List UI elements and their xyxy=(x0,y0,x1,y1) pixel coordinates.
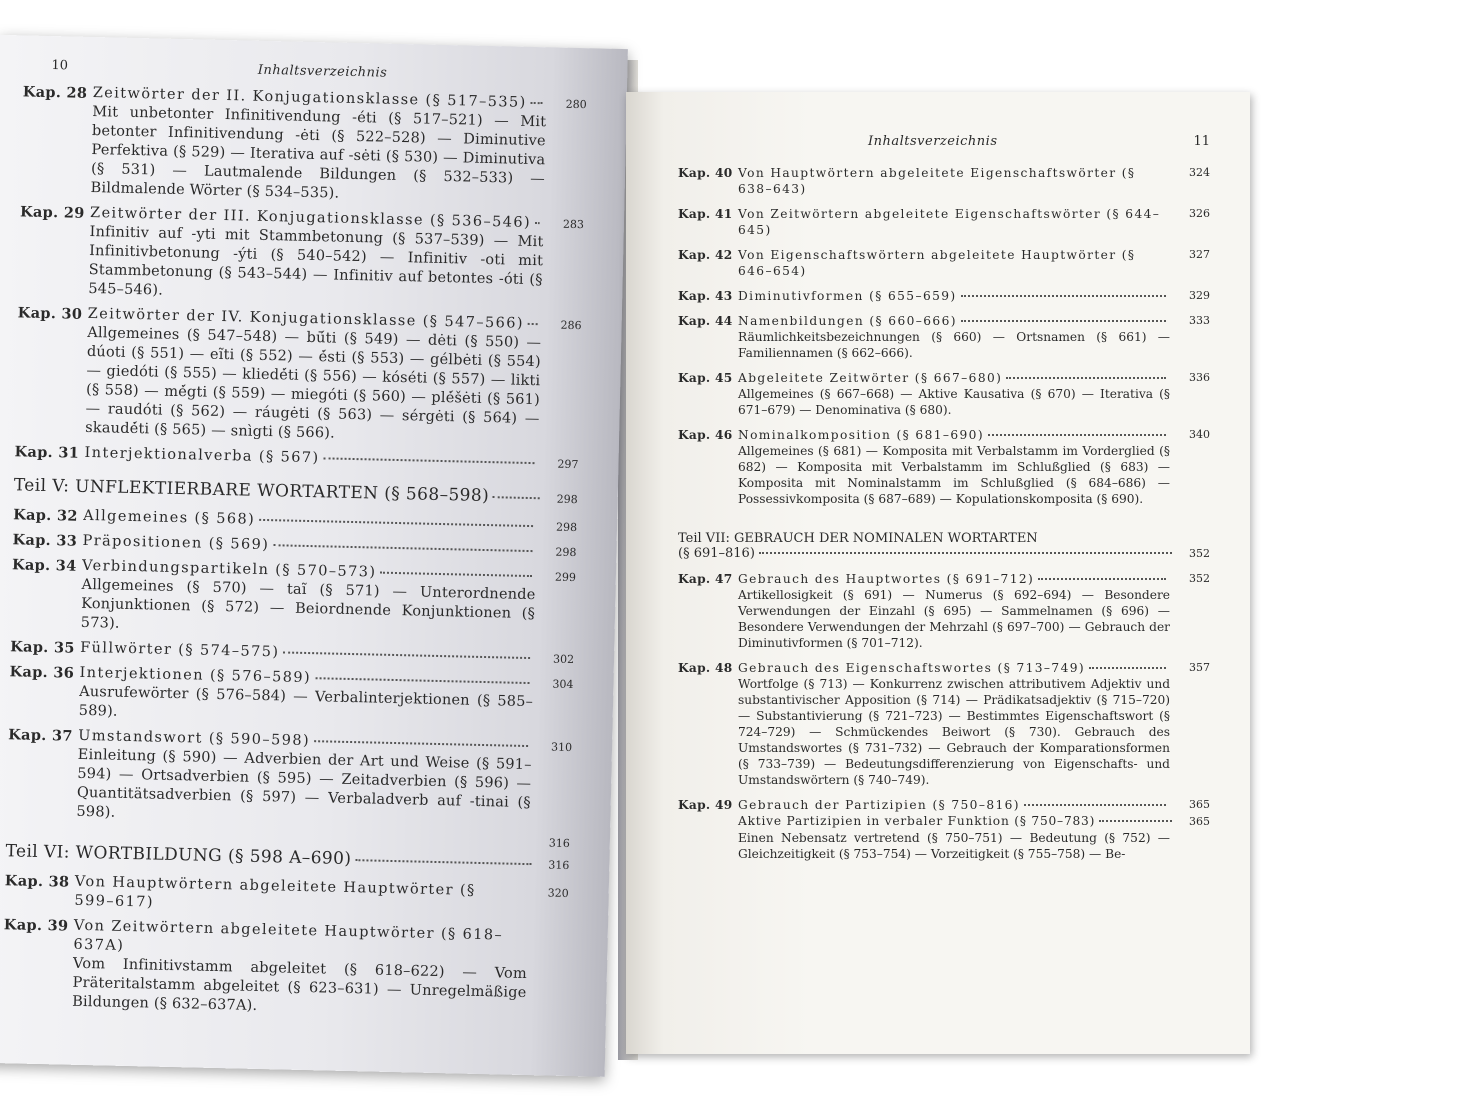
chapter-title: Füllwörter (§ 574–575) xyxy=(80,639,280,661)
toc-entry xyxy=(678,206,1210,238)
chapter-number: Kap. 36 xyxy=(9,663,75,682)
page-ref: 298 xyxy=(555,520,578,535)
page-ref: 324 xyxy=(1189,166,1210,179)
page-ref: 352 xyxy=(1189,572,1210,585)
chapter-number: Kap. 49 xyxy=(678,798,733,812)
chapter-title: Von Zeitwörtern abgeleitete Eigenschaftswörter (§ 644–645) xyxy=(738,207,1161,237)
page-ref: 336 xyxy=(1189,371,1210,384)
chapter-number: Kap. 44 xyxy=(678,314,733,328)
chapter-number: Kap. 33 xyxy=(12,531,78,550)
chapter-number: Kap. 37 xyxy=(8,726,73,745)
page-ref: 340 xyxy=(1189,428,1210,441)
chapter-title: Gebrauch des Eigenschaftswortes (§ 713–749) xyxy=(738,661,1086,675)
part-heading: Teil VII: GEBRAUCH DER NOMINALEN WORTARTEN (§ 691–816) 352 xyxy=(678,531,1210,561)
page-ref: 310 xyxy=(550,740,573,755)
chapter-title: Gebrauch des Hauptwortes (§ 691–712) xyxy=(738,572,1035,586)
chapter-number: Kap. 46 xyxy=(678,428,733,442)
chapter-number: Kap. 40 xyxy=(678,166,733,180)
toc-entry xyxy=(2,915,568,1023)
chapter-number: Kap. 42 xyxy=(678,248,733,262)
page-ref: 280 xyxy=(565,97,587,112)
chapter-title: Zeitwörter der III. Konjugationsklasse (§ 536–546) xyxy=(89,204,532,231)
chapter-number: Kap. 39 xyxy=(3,916,69,935)
page-ref: 304 xyxy=(552,677,574,692)
toc-entry xyxy=(678,288,1210,304)
chapter-title: Umstandswort (§ 590–598) xyxy=(78,727,311,750)
chapter-summary: Einleitung (§ 590) — Adverbien der Art und Weise (§ 591–594) — Ortsadverbien (§ 595) — Zeitadverbien (§ 596) — Quantitätsadverbien (§ 597) — Verbaladverb auf -tinai (§ 598). xyxy=(76,746,532,821)
chapter-summary: Ausrufewörter (§ 576–584) — Verbalinterjektionen (§ 585–589). xyxy=(78,683,534,720)
chapter-summary: Räumlichkeitsbezeichnungen (§ 660) — Ortsnamen (§ 661) — Familiennamen (§ 662–666). xyxy=(738,330,1170,360)
page-ref: 286 xyxy=(560,318,582,333)
page-ref: 365 xyxy=(1189,798,1210,811)
chapter-summary: Infinitiv auf -yti mit Stammbetonung (§ 537–539) — Mit Infinitivbetonung -ýti (§ 540–542) — Infinitiv -oti mit Stammbetonung (§ 543–544) — Infinitiv auf betontes -óti (§ 545–546). xyxy=(88,223,544,299)
chapter-summary: Mit unbetonter Infinitivendung -éti (§ 517–521) — Mit betonter Infinitivendung -ėti (§ 522–528) — Diminutive Perfektiva (§ 529) — Iterativa auf -sėti (§ 530) — Diminutiva (§ 531) — Lautmalende Bildungen (§ 532–533) — Bildmalende Wörter (§ 534–535). xyxy=(90,103,547,202)
chapter-number: Kap. 48 xyxy=(678,661,733,675)
chapter-summary: Wortfolge (§ 713) — Konkurrenz zwischen attributivem Adjektiv und substantivischer Apposition (§ 714) — Prädikatsadjektiv (§ 715–720) — Substantivierung (§ 721–723) — Bestimmtes Eigenschaftswort (§ 724–729) — Schmückendes Beiwort (§ 730). Gebrauch des Umstandswortes (§ 731–732) — Gebrauch der Komparationsformen (§ 733–739) — Bedeutungsdifferenzierung von Eigenschafts- und Umstandswörtern (§ 740–749). xyxy=(738,677,1170,787)
chapter-summary: Allgemeines (§ 681) — Komposita mit Verbalstamm im Vorderglied (§ 682) — Komposita mit Verbalstamm im Schlußglied (§ 683) — Komposita mit Nominalstamm im Schlußglied (§ 684–686) — Possessivkomposita (§ 687–689) — Kopulationskomposita (§ 690). xyxy=(738,444,1170,506)
page-number: 10 xyxy=(51,58,69,74)
chapter-title: Verbindungspartikeln (§ 570–573) xyxy=(81,557,377,581)
page-ref: 320 xyxy=(547,886,569,900)
chapter-summary: Artikellosigkeit (§ 691) — Numerus (§ 692–694) — Besondere Verwendungen der Einzahl (§ 695) — Sammelnamen (§ 696) — Besondere Verwendungen der Mehrzahl (§ 697–700) — Gebrauch der Diminutivformen (§ 701–712). xyxy=(738,588,1170,650)
toc-entry xyxy=(678,313,1210,361)
running-title: Inhaltsverzeichnis xyxy=(868,134,998,149)
toc-entry xyxy=(678,165,1210,197)
subchapter-title: Aktive Partizipien in verbaler Funktion (§ 750–783) xyxy=(738,814,1096,828)
page-ref: 357 xyxy=(1189,661,1210,674)
page-ref: 283 xyxy=(562,217,585,232)
page-ref: 298 xyxy=(555,545,577,560)
page-header xyxy=(678,134,1210,149)
chapter-number: Kap. 29 xyxy=(19,203,85,222)
right-page xyxy=(626,92,1250,1054)
chapter-title: Allgemeines (§ 568) xyxy=(83,507,256,528)
toc-entry xyxy=(678,571,1210,651)
toc-entry xyxy=(9,662,574,732)
chapter-summary: Einen Nebensatz vertretend (§ 750–751) — Bedeutung (§ 752) — Gleichzeitigkeit (§ 753–754) — Vorzeitigkeit (§ 755–758) — Be- xyxy=(738,831,1170,861)
chapter-number: Kap. 34 xyxy=(11,556,77,575)
chapter-summary: Vom Infinitivstamm abgeleitet (§ 618–622) — Vom Präteritalstamm abgeleitet (§ 623–631) — Unregelmäßige Bildungen (§ 632–637A). xyxy=(71,955,528,1014)
page-ref: 297 xyxy=(557,457,579,472)
toc-entry xyxy=(678,660,1210,788)
part-heading: Teil VI: WORTBILDUNG (§ 598 A–690) 316 xyxy=(5,841,570,873)
page-header xyxy=(23,57,587,85)
page-ref: 302 xyxy=(552,652,575,667)
page-ref: 326 xyxy=(1189,207,1210,220)
chapter-title: Von Hauptwörtern abgeleitete Hauptwörter (§ 599–617) xyxy=(74,873,476,911)
page-number: 11 xyxy=(1193,134,1210,149)
chapter-number: Kap. 38 xyxy=(4,872,70,891)
chapter-number: Kap. 35 xyxy=(10,638,75,657)
left-page xyxy=(0,35,628,1077)
chapter-number: Kap. 45 xyxy=(678,371,733,385)
toc-entry xyxy=(678,370,1210,418)
chapter-number: Kap. 30 xyxy=(17,304,83,323)
part-heading: Teil V: UNFLEKTIERBARE WORTARTEN (§ 568–598) 298 xyxy=(13,475,578,507)
chapter-summary: Allgemeines (§ 667–668) — Aktive Kausativa (§ 670) — Iterativa (§ 671–679) — Denominativa (§ 680). xyxy=(738,387,1170,417)
chapter-number: Kap. 32 xyxy=(13,506,78,525)
chapter-title: Diminutivformen (§ 655–659) xyxy=(738,289,957,303)
toc-entry xyxy=(18,202,584,310)
chapter-title: Zeitwörter der II. Konjugationsklasse (§ 517–535) xyxy=(92,84,527,111)
toc-entry xyxy=(678,797,1210,862)
chapter-summary: Allgemeines (§ 547–548) — bū́ti (§ 549) — dėti (§ 550) — dúoti (§ 551) — eĩti (§ 552) — ė́sti (§ 553) — gélbėti (§ 554) — giedóti (§ 555) — kliedė́ti (§ 556) — kóséti (§ 557) — likti (§ 558) — mė́gti (§ 559) — miegóti (§ 560) — plė́šėti (§ 561) — raudóti (§ 562) — ráugėti (§ 563) — sérgėti (§ 564) — skaudė́ti (§ 565) — snìgti (§ 566). xyxy=(85,324,542,442)
toc-entry xyxy=(11,555,577,644)
chapter-title: Abgeleitete Zeitwörter (§ 667–680) xyxy=(738,371,1003,385)
page-ref: 329 xyxy=(1189,289,1210,302)
page-ref xyxy=(532,927,568,1023)
toc-entry xyxy=(15,303,582,449)
page-ref: 327 xyxy=(1189,248,1210,261)
toc-entry xyxy=(20,82,586,209)
chapter-title: Präpositionen (§ 569) xyxy=(82,532,270,554)
toc-entry xyxy=(4,871,569,922)
chapter-title: Von Zeitwörtern abgeleitete Hauptwörter (§ 618–637A) xyxy=(73,917,504,954)
chapter-title: Gebrauch der Partizipien (§ 750–816) xyxy=(738,798,1020,812)
chapter-title: Namenbildungen (§ 660–666) xyxy=(738,314,957,328)
toc-entry xyxy=(6,725,572,833)
toc-entry xyxy=(678,427,1210,507)
page-ref: 365 xyxy=(1189,815,1210,828)
chapter-title: Von Eigenschaftswörtern abgeleitete Hauptwörter (§ 646–654) xyxy=(738,248,1136,278)
chapter-number: Kap. 28 xyxy=(22,83,88,102)
chapter-number: Kap. 31 xyxy=(14,443,80,462)
chapter-number: Kap. 41 xyxy=(678,207,733,221)
chapter-title: Zeitwörter der IV. Konjugationsklasse (§ 547–566) xyxy=(87,305,525,332)
page-ref: 316 xyxy=(548,836,571,851)
chapter-title: Von Hauptwörtern abgeleitete Eigenschaftswörter (§ 638–643) xyxy=(738,166,1136,196)
running-title: Inhaltsverzeichnis xyxy=(257,62,388,81)
page-ref: 299 xyxy=(554,570,577,585)
page-ref: 333 xyxy=(1189,314,1210,327)
chapter-summary: Allgemeines (§ 570) — taĩ (§ 571) — Unterordnende Konjunktionen (§ 572) — Beiordnende Konjunktionen (§ 573). xyxy=(80,576,536,632)
chapter-number: Kap. 43 xyxy=(678,289,733,303)
toc-entry xyxy=(678,247,1210,279)
chapter-title: Interjektionen (§ 576–589) xyxy=(79,664,312,687)
chapter-title: Interjektionalverba (§ 567) xyxy=(84,444,320,467)
chapter-title: Nominalkomposition (§ 681–690) xyxy=(738,428,984,442)
chapter-number: Kap. 47 xyxy=(678,572,733,586)
